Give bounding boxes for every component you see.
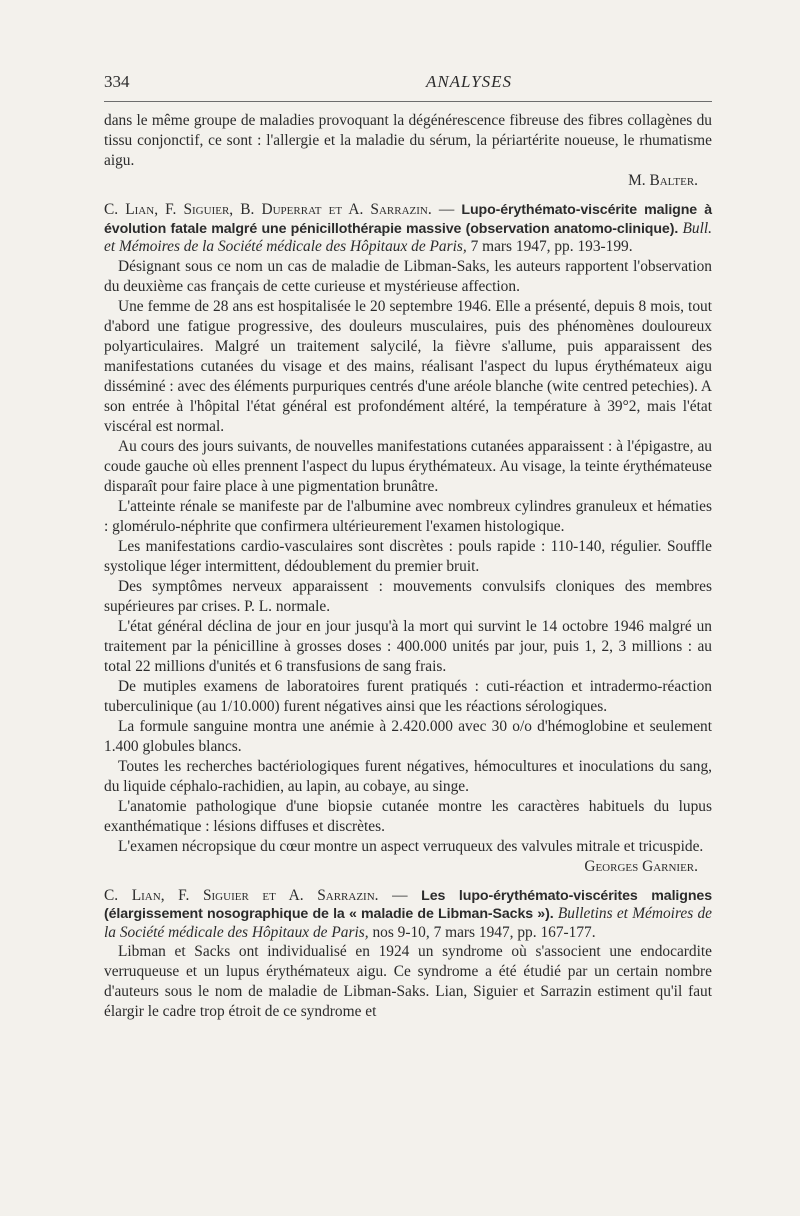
entry1-title: Lupo-érythémato-viscérite maligne à évolution fatale malgré une pénicillothérapie massive (observation anatomo-clinique). (104, 202, 712, 237)
entry2-paragraph: Libman et Sacks ont individualisé en 1924 un syndrome où s'associent une endocardite verruqueuse et un lupus érythémateux aigu. Ce syndrome a été étudié par un certain nombre d'auteurs sous le nom de maladie de Libman-Saks. Lian, Siguier et Sarrazin estiment qu'il faut élargir le cadre trop étroit de ce syndrome et (104, 943, 712, 1020)
entry1-paragraph: La formule sanguine montra une anémie à 2.420.000 avec 30 o/o d'hémoglobine et seulement 1.400 globules blancs. (104, 717, 712, 755)
entry1-date: 7 mars 1947, pp. 193-199. (470, 238, 633, 255)
entry1-paragraph: L'anatomie pathologique d'une biopsie cutanée montre les caractères habituels du lupus exanthématique : lésions diffuses et discrètes. (104, 797, 712, 835)
entry1-paragraph: L'état général déclina de jour en jour jusqu'à la mort qui survint le 14 octobre 1946 malgré un traitement par la pénicilline à grosses doses : 400.000 unités par jour, puis 1, 2, 3 millions : au total 22 millions d'unités et 6 transfusions de sang frais. (104, 617, 712, 675)
entry1-paragraph: Une femme de 28 ans est hospitalisée le 20 septembre 1946. Elle a présenté, depuis 8 mois, tout d'abord une fatigue progressive, des douleurs musculaires, puis des phénomènes douloureux polyarticulaires. Malgré un traitement salycilé, la fièvre s'allume, puis apparaissent des manifestations cutanées du visage et des mains, réalisant l'aspect du lupus érythémateux aigu disséminé : avec des éléments purpuriques centrés d'une aréole blanche (wite centred petechies). A son entrée à l'hôpital l'état général est profondément altéré, la température à 39°2, mais l'état viscéral est normal. (104, 297, 712, 435)
entry1-paragraph: De mutiples examens de laboratoires furent pratiqués : cuti-réaction et intradermo-réaction tuberculinique (au 1/10.000) furent négatives ainsi que les réactions sérologiques. (104, 677, 712, 715)
header-rule (104, 101, 712, 102)
running-head: ANALYSES (425, 72, 512, 91)
entry1-last-paragraph (104, 837, 712, 857)
entry1-heading (104, 201, 712, 257)
entry2-source: Bulletins et Mémoires de la Société médicale des Hôpitaux de Paris, (104, 905, 712, 941)
entry2-heading (104, 887, 712, 943)
body-text (104, 111, 712, 1022)
intro-signature-line (104, 171, 712, 191)
entry2-date: nos 9-10, 7 mars 1947, pp. 167-177. (372, 923, 596, 941)
entry1-paragraph: L'atteinte rénale se manifeste par de l'albumine avec nombreux cylindres granuleux et hématies : glomérulo-néphrite que confirmera ultérieurement l'examen histologique. (104, 497, 712, 535)
entry1-paragraph: Les manifestations cardio-vasculaires sont discrètes : pouls rapide : 110-140, régulier. Souffle systolique léger intermittent, dédoublement du premier bruit. (104, 537, 712, 575)
entry1-signature-line (104, 857, 712, 877)
entry1-paragraph: Désignant sous ce nom un cas de maladie de Libman-Saks, les auteurs rapportent l'observation du deuxième cas français de cette curieuse et mystérieuse affection. (104, 257, 712, 295)
entry2-authors: C. Lian, F. Siguier et A. Sarrazin. — (104, 886, 408, 904)
page-header (104, 72, 712, 92)
entry1-signature: Georges Garnier. (584, 857, 698, 875)
page-number: 334 (104, 72, 130, 91)
entry1-paragraph: Des symptômes nerveux apparaissent : mouvements convulsifs cloniques des membres supérieures par crises. P. L. normale. (104, 577, 712, 615)
entry1-authors: C. Lian, F. Siguier, B. Duperrat et A. Sarrazin. — (104, 201, 455, 218)
intro-signature: M. Balter. (628, 172, 698, 189)
entry2-title: Les lupo-érythémato-viscérites malignes (élargissement nosographique de la « maladie de Libman-Sacks »). (104, 887, 712, 922)
intro-paragraph: dans le même groupe de maladies provoquant la dégénérescence fibreuse des fibres collagènes du tissu conjonctif, ce sont : l'allergie et la maladie du sérum, la périartérite noueuse, le rhumatisme aigu. (104, 112, 712, 169)
entry1-paragraph: Au cours des jours suivants, de nouvelles manifestations cutanées apparaissent : à l'épigastre, au coude gauche où elles prennent l'aspect du lupus érythémateux. Au visage, la teinte érythémateuse disparaît pour faire place à une pigmentation brunâtre. (104, 437, 712, 495)
entry1-paragraph: Toutes les recherches bactériologiques furent négatives, hémocultures et inoculations du sang, du liquide céphalo-rachidien, au lapin, au cobaye, au singe. (104, 757, 712, 795)
entry1-source: Bull. et Mémoires de la Société médicale des Hôpitaux de Paris, (104, 219, 712, 255)
entry1-last-text: L'examen nécropsique du cœur montre un aspect verruqueux des valvules mitrale et tricuspide. (118, 837, 704, 855)
